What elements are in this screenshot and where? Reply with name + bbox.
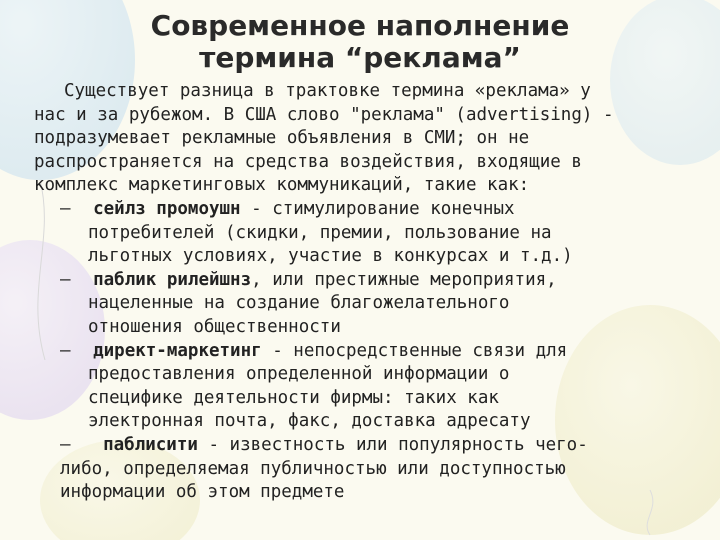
slide-title-line-1: Современное наполнение	[150, 9, 570, 42]
term-sales-promotion: сейлз промоушн	[93, 199, 241, 219]
item-text: льготных условиях, участие в конкурсах и т.д.)	[88, 246, 573, 267]
bullet-dash: –	[60, 340, 71, 361]
intro-line: нас и за рубежом. В США слово "реклама" (advertising) -	[34, 104, 614, 125]
slide-title	[60, 10, 660, 74]
list-item	[60, 269, 557, 293]
item-text: - известность или популярность чего-	[197, 435, 588, 455]
item-text: потребителей (скидки, премии, пользование на	[88, 222, 552, 243]
item-text: специфике деятельности фирмы: таких как	[88, 387, 499, 408]
intro-line: распространяется на средства воздействия, входящие в	[34, 151, 582, 172]
intro-line: Существует разница в трактовке термина «реклама» у	[64, 81, 591, 101]
item-text: нацеленные на создание благожелательного	[88, 293, 510, 314]
intro-line: подразумевает рекламные объявления в СМИ; он не	[34, 128, 530, 149]
item-text: либо, определяемая публичностью или доступностью	[60, 458, 566, 479]
item-text: - непосредственные связи для	[261, 340, 568, 361]
item-text: электронная почта, факс, доставка адресату	[88, 411, 531, 432]
term-publicity: паблисити	[103, 435, 198, 455]
slide-title-line-2: термина “реклама”	[199, 41, 521, 74]
item-text: отношения общественности	[88, 317, 341, 337]
item-text: , или престижные мероприятия,	[251, 269, 557, 290]
term-direct-marketing: директ-маркетинг	[93, 340, 262, 361]
term-public-relations: паблик рилейшнз	[93, 269, 252, 290]
bullet-dash: –	[60, 269, 71, 290]
bullet-dash: –	[60, 435, 71, 455]
intro-line: комплекс маркетинговых коммуникаций, такие как:	[34, 175, 530, 196]
list-item	[60, 198, 515, 222]
item-text: - стимулирование конечных	[240, 199, 515, 219]
item-text: предоставления определенной информации о	[88, 364, 510, 385]
list-item	[60, 434, 588, 458]
item-text: информации об этом предмете	[60, 482, 345, 503]
list-item	[60, 340, 567, 364]
bullet-dash: –	[60, 199, 71, 219]
